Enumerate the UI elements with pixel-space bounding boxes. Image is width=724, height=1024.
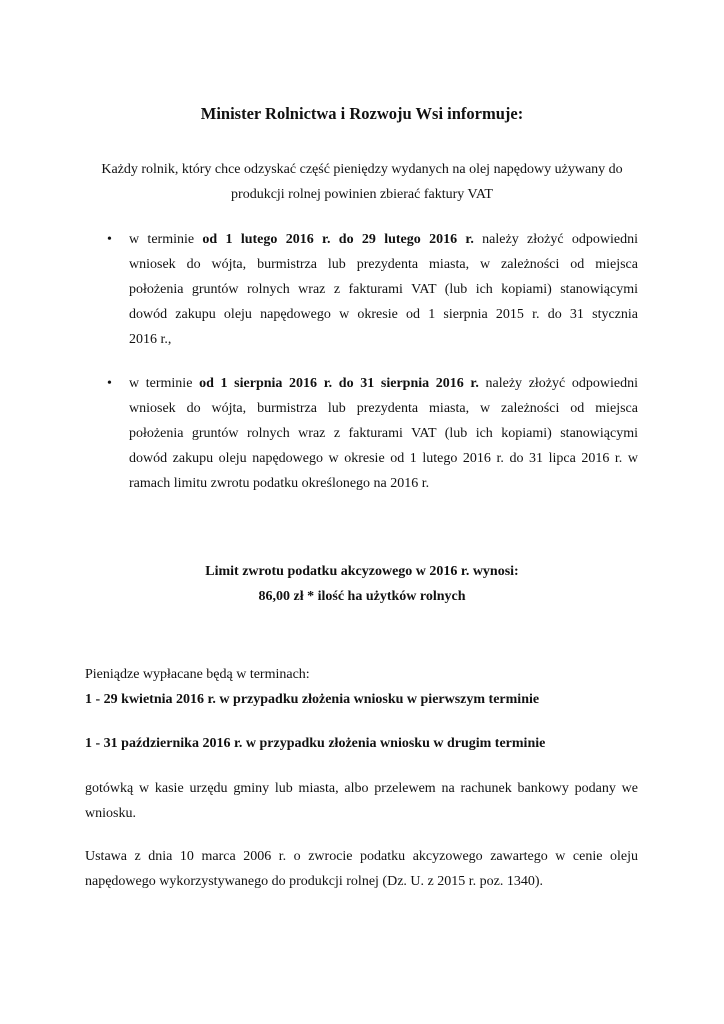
- bullet-prefix: w terminie: [129, 376, 200, 391]
- tax-limit-heading: Limit zwrotu podatku akcyzowego w 2016 r. wynosi:: [205, 564, 519, 579]
- intro-line-2: produkcji rolnej powinien zbierać faktury VAT: [231, 187, 493, 202]
- tax-limit-formula: 86,00 zł * ilość ha użytków rolnych: [258, 589, 466, 604]
- paragraph-line: Ustawa z dnia 10 marca 2006 r. o zwrocie podatku akcyzowego zawartego w cenie oleju: [85, 849, 638, 864]
- bullet-line: [129, 371, 638, 396]
- payment-heading: Pieniądze wypłacane będą w terminach:: [85, 667, 310, 682]
- bullet-line: dowód zakupu oleju napędowego w okresie od 1 lutego 2016 r. do 31 lipca 2016 r. w: [129, 451, 638, 466]
- paragraph-line: gotówką w kasie urzędu gminy lub miasta, albo przelewem na rachunek bankowy podany we: [85, 781, 638, 796]
- bullet-line: 2016 r.,: [129, 332, 172, 347]
- bullet-line: wniosek do wójta, burmistrza lub prezydenta miasta, w zależności od miejsca: [129, 401, 638, 416]
- bullet-line: dowód zakupu oleju napędowego w okresie od 1 sierpnia 2015 r. do 31 stycznia: [129, 307, 638, 322]
- bullet-line: położenia gruntów rolnych wraz z fakturami VAT (lub ich kopiami) stanowiącymi: [129, 282, 638, 297]
- bullet-item-first-term: [107, 227, 638, 352]
- bullet-prefix: w terminie: [129, 232, 203, 247]
- bullet-line: wniosek do wójta, burmistrza lub prezydenta miasta, w zależności od miejsca: [129, 257, 638, 272]
- tax-limit-block: [0, 559, 724, 609]
- payment-method-paragraph: [85, 776, 638, 826]
- payment-term-first: 1 - 29 kwietnia 2016 r. w przypadku złożenia wniosku w pierwszym terminie: [85, 692, 540, 707]
- intro-paragraph: [80, 157, 644, 207]
- bullet-suffix: należy złożyć odpowiedni: [473, 232, 638, 247]
- bullet-line: [129, 227, 638, 252]
- bullet-line: położenia gruntów rolnych wraz z fakturami VAT (lub ich kopiami) stanowiącymi: [129, 426, 638, 441]
- payment-term-second: 1 - 31 października 2016 r. w przypadku złożenia wniosku w drugim terminie: [85, 736, 546, 751]
- paragraph-line: napędowego wykorzystywanego do produkcji rolnej (Dz. U. z 2015 r. poz. 1340).: [85, 874, 544, 889]
- legal-basis-paragraph: [85, 844, 638, 894]
- bullet-suffix: należy złożyć odpowiedni: [478, 376, 638, 391]
- bullet-icon: •: [107, 232, 112, 247]
- bullet-icon: •: [107, 376, 112, 391]
- bullet-item-second-term: [107, 371, 638, 496]
- page-title: Minister Rolnictwa i Rozwoju Wsi informuje:: [200, 104, 524, 123]
- intro-line-1: Każdy rolnik, który chce odzyskać część pieniędzy wydanych na olej napędowy używany do: [101, 162, 623, 177]
- bullet-date-range: od 1 lutego 2016 r. do 29 lutego 2016 r.: [202, 232, 474, 247]
- bullet-line: ramach limitu zwrotu podatku określonego na 2016 r.: [129, 476, 430, 491]
- bullet-date-range: od 1 sierpnia 2016 r. do 31 sierpnia 2016 r.: [199, 376, 479, 391]
- paragraph-line: wniosku.: [85, 806, 136, 821]
